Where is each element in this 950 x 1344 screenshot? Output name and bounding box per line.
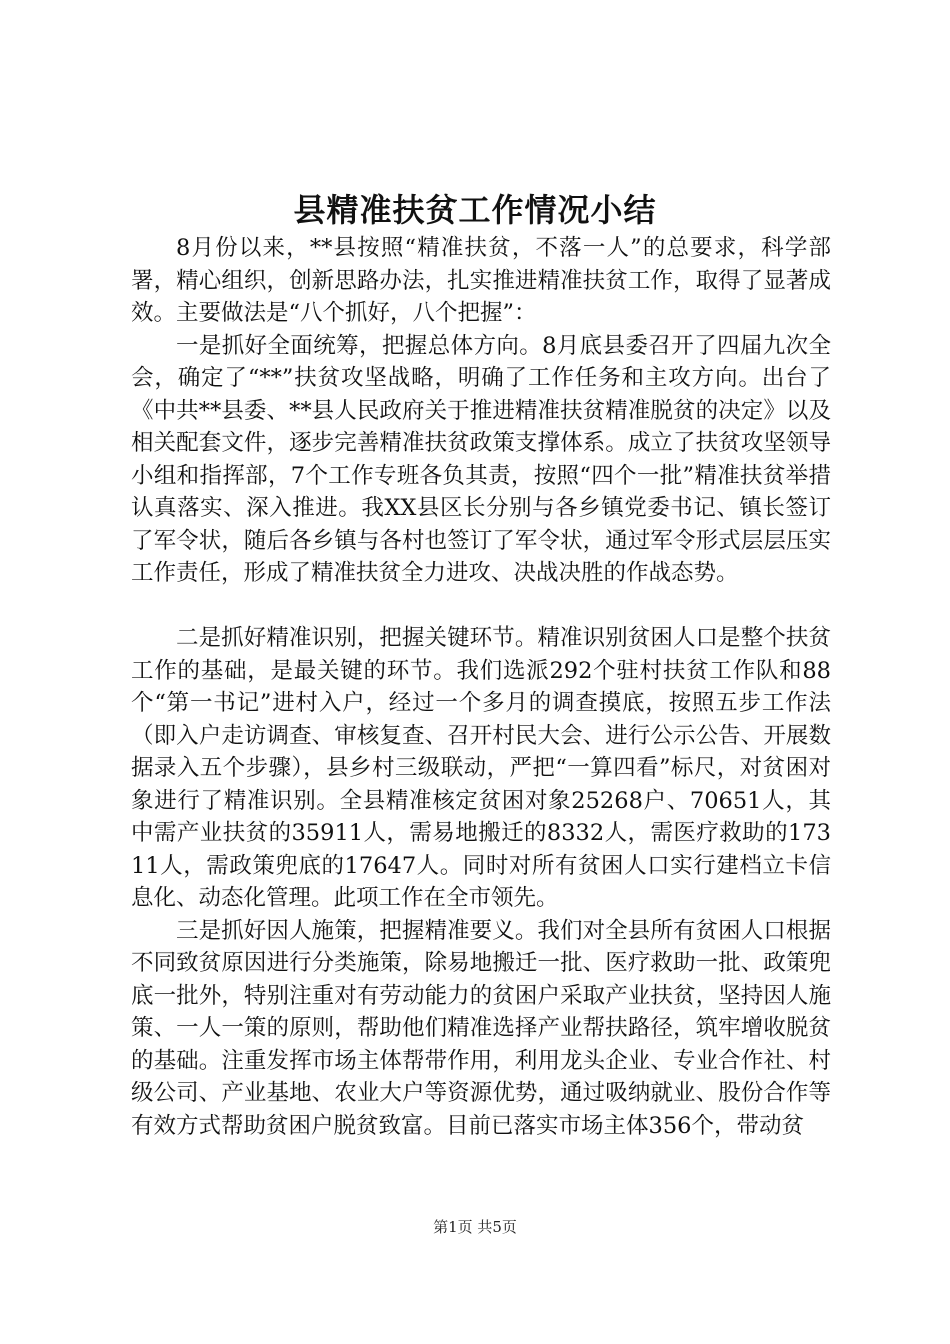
document-title: 县精准扶贫工作情况小结 <box>293 191 657 229</box>
document-body <box>131 232 831 1142</box>
page-footer: 第1页 共5页 <box>433 1218 517 1236</box>
paragraph-point-three: 三是抓好因人施策，把握精准要义。我们对全县所有贫困人口根据不同致贫原因进行分类施策，除易地搬迁一批、医疗救助一批、政策兜底一批外，特别注重对有劳动能力的贫困户采取产业扶贫，坚持因人施策、一人一策的原则，帮助他们精准选择产业帮扶路径，筑牢增收脱贫的基础。注重发挥市场主体帮带作用，利用龙头企业、专业合作社、村级公司、产业基地、农业大户等资源优势，通过吸纳就业、股份合作等有效方式帮助贫困户脱贫致富。目前已落实市场主体356个，带动贫 <box>131 917 831 1139</box>
paragraph-point-one: 一是抓好全面统筹，把握总体方向。8月底县委召开了四届九次全会，确定了“**”扶贫攻坚战略，明确了工作任务和主攻方向。出台了《中共**县委、**县人民政府关于推进精准扶贫精准脱贫的决定》以及相关配套文件，逐步完善精准扶贫政策支撑体系。成立了扶贫攻坚领导小组和指挥部，7个工作专班各负其责，按照“四个一批”精准扶贫举措认真落实、深入推进。我XX县区长分别与各乡镇党委书记、镇长签订了军令状，随后各乡镇与各村也签订了军令状，通过军令形式层层压实工作责任，形成了精准扶贫全力进攻、决战决胜的作战态势。 <box>131 332 831 586</box>
paragraph-point-two: 二是抓好精准识别，把握关键环节。精准识别贫困人口是整个扶贫工作的基础，是最关键的环节。我们选派292个驻村扶贫工作队和88个“第一书记”进村入户，经过一个多月的调查摸底，按照五步工作法（即入户走访调查、审核复查、召开村民大会、进行公示公告、开展数据录入五个步骤），县乡村三级联动，严把“一算四看”标尺，对贫困对象进行了精准识别。全县精准核定贫困对象25268户、70651人，其中需产业扶贫的35911人，需易地搬迁的8332人，需医疗救助的17311人，需政策兜底的17647人。同时对所有贫困人口实行建档立卡信息化、动态化管理。此项工作在全市领先。 <box>131 625 831 911</box>
paragraph-intro: 8月份以来，**县按照“精准扶贫，不落一人”的总要求，科学部署，精心组织，创新思路办法，扎实推进精准扶贫工作，取得了显著成效。主要做法是“八个抓好，八个把握”： <box>131 235 831 326</box>
